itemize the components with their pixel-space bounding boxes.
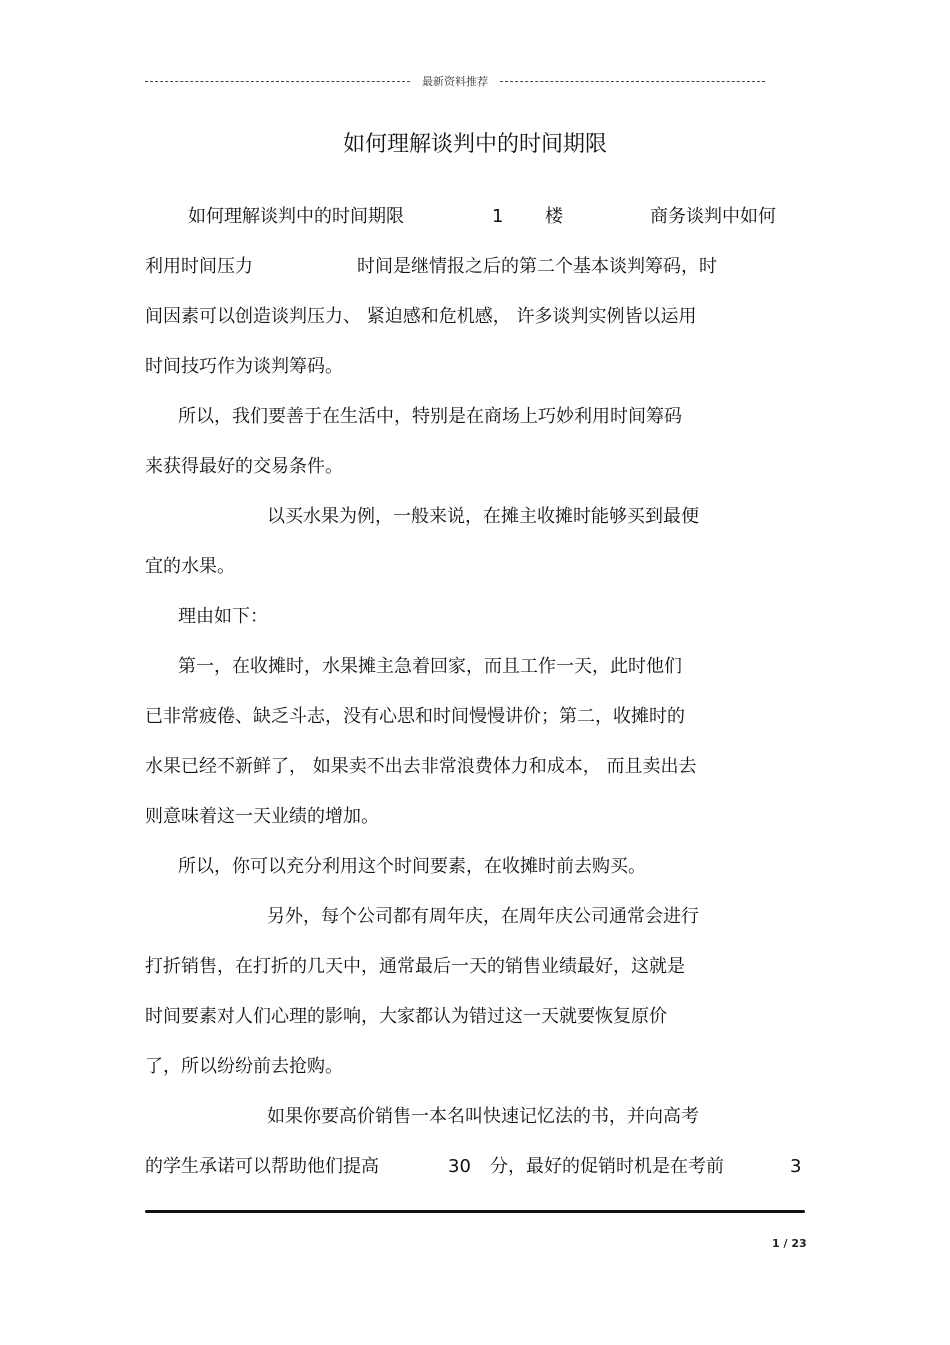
text-line: 时间是继情报之后的第二个基本谈判筹码，时	[357, 256, 717, 277]
text-line: 分，最好的促销时机是在考前	[490, 1156, 724, 1177]
text-line: 如何理解谈判中的时间期限	[188, 206, 404, 227]
text-line: 水果已经不新鲜了， 如果卖不出去非常浪费体力和成本， 而且卖出去	[145, 756, 697, 777]
text-line: 所以，你可以充分利用这个时间要素，在收摊时前去购买。	[178, 856, 646, 877]
text-line: 宜的水果。	[145, 556, 235, 577]
header-dash-left	[145, 81, 410, 82]
text-line: 理由如下：	[178, 606, 268, 627]
text-line: 来获得最好的交易条件。	[145, 456, 343, 477]
text-line: 30	[448, 1156, 471, 1177]
text-line: 如果你要高价销售一本名叫快速记忆法的书，并向高考	[267, 1106, 699, 1127]
text-line: 时间技巧作为谈判筹码。	[145, 356, 343, 377]
page-header	[145, 72, 765, 90]
text-line: 楼	[545, 206, 563, 227]
text-line: 的学生承诺可以帮助他们提高	[145, 1156, 379, 1177]
text-line: 商务谈判中如何	[650, 206, 776, 227]
text-line: 以买水果为例，一般来说，在摊主收摊时能够买到最便	[267, 506, 699, 527]
text-line: 1	[492, 206, 504, 227]
text-line: 第一，在收摊时，水果摊主急着回家，而且工作一天，此时他们	[178, 656, 682, 677]
text-line: 利用时间压力	[145, 256, 253, 277]
text-line: 打折销售，在打折的几天中，通常最后一天的销售业绩最好，这就是	[145, 956, 685, 977]
text-line: 已非常疲倦、缺乏斗志，没有心思和时间慢慢讲价；第二，收摊时的	[145, 706, 685, 727]
text-line: 则意味着这一天业绩的增加。	[145, 806, 379, 827]
header-label: 最新资料推荐	[422, 75, 488, 88]
text-line: 了，所以纷纷前去抢购。	[145, 1056, 343, 1077]
text-line: 另外，每个公司都有周年庆，在周年庆公司通常会进行	[267, 906, 699, 927]
footer-rule	[145, 1210, 805, 1213]
document-title: 如何理解谈判中的时间期限	[342, 132, 607, 157]
text-line: 所以，我们要善于在生活中，特别是在商场上巧妙利用时间筹码	[178, 406, 682, 427]
text-line: 3	[790, 1156, 802, 1177]
header-dash-right	[500, 81, 765, 82]
text-line: 间因素可以创造谈判压力、 紧迫感和危机感， 许多谈判实例皆以运用	[145, 306, 697, 327]
page-number: 1 / 23	[772, 1237, 807, 1250]
text-line: 时间要素对人们心理的影响，大家都认为错过这一天就要恢复原价	[145, 1006, 667, 1027]
